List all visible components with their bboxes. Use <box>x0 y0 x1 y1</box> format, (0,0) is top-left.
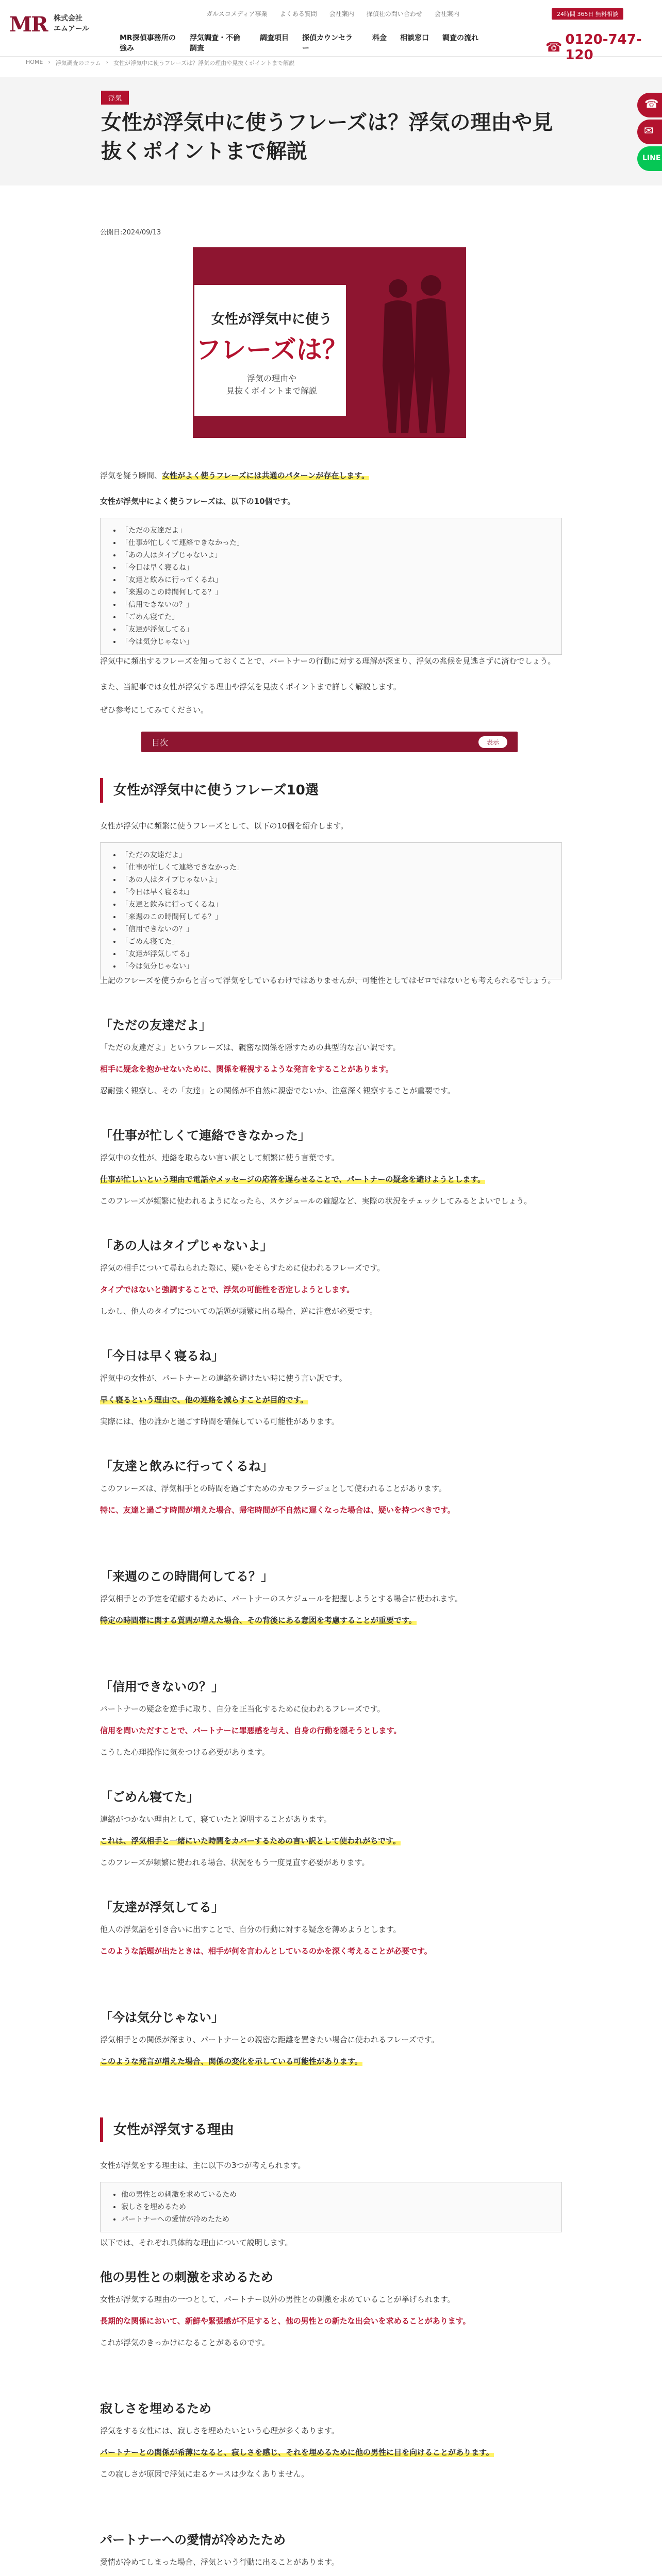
list-item: • 「信用できないの？」 <box>121 923 551 936</box>
eyecatch-line3a: 浮気の理由や <box>246 374 296 383</box>
paragraph-text: 浮気相手との関係が深まり、パートナーとの親密な距離を置きたい場合に使われるフレーズです。 <box>100 2035 439 2044</box>
paragraph-text: 浮気中の女性が、パートナーとの連絡を避けたい時に使う言い訳です。 <box>100 1374 347 1383</box>
subsection-paragraph <box>100 1503 562 1517</box>
nav-item[interactable]: 調査の流れ <box>442 34 478 42</box>
paragraph-text: 特に、友達と過ごす時間が増えた場合、帰宅時間が不自然に遅くなった場合は、疑いを持つべきです。 <box>100 1505 455 1515</box>
paragraph-text: このような話題が出たときは、相手が何を言わんとしているのかを深く考えることが必要です。 <box>100 1946 432 1956</box>
list-item: • 「今は気分じゃない」 <box>121 636 551 648</box>
nav-item[interactable]: 探偵カウンセラー <box>302 34 353 53</box>
subsection-paragraph <box>100 1834 562 1848</box>
subsection-paragraph <box>100 1856 562 1869</box>
breadcrumb <box>26 59 294 67</box>
subsection-paragraph <box>100 2424 562 2437</box>
list-item: • 「ごめん寝てた」 <box>121 936 551 948</box>
page-title: 女性が浮気中に使うフレーズは？浮気の理由や見抜くポイントまで解説 <box>101 111 553 163</box>
eyecatch-line2: フレーズは？ <box>195 335 348 365</box>
subsection-paragraph <box>100 1724 562 1737</box>
list-item: • 「来週のこの時間何してる？」 <box>121 586 551 599</box>
paragraph-text: これが浮気のきっかけになることがあるのです。 <box>100 2338 270 2347</box>
list-item: • 「ただの友達だよ」 <box>121 849 551 861</box>
breadcrumb-item[interactable]: HOME <box>26 59 43 65</box>
phone-icon: ☎ <box>545 40 562 55</box>
tel-number: 0120-747-120 <box>565 32 642 63</box>
section-intro: 女性が浮気をする理由は、主に以下の3つが考えられます。 <box>100 2161 306 2170</box>
eyecatch-line3b: 見抜くポイントまで解説 <box>226 386 317 396</box>
paragraph-text: このフレーズが頻繁に使われるようになったら、スケジュールの確認など、実際の状況をチェックしてみるとよいでしょう。 <box>100 1196 532 1206</box>
top-links <box>206 9 459 18</box>
subsection-paragraph <box>100 2336 562 2349</box>
tel-link[interactable] <box>545 32 662 63</box>
chevron-right-icon: › <box>106 59 109 65</box>
paragraph-text: このような発言が増えた場合、関係の変化を示している可能性があります。 <box>100 2057 362 2066</box>
logo-text-line1: 株式会社 <box>54 14 82 23</box>
subsection-heading: パートナーへの愛情が冷めたため <box>100 2533 286 2547</box>
subsection-paragraph <box>100 1041 562 1054</box>
paragraph-text: 特定の時間帯に関する質問が増えた場合、その背後にある意図を考慮することが重要です。 <box>100 1616 417 1625</box>
logo-mark: MR <box>9 12 47 37</box>
company-logo[interactable] <box>9 12 57 40</box>
subsection-paragraph <box>100 1393 562 1406</box>
paragraph-text: こうした心理操作に気をつける必要があります。 <box>100 1748 270 1757</box>
paragraph-text: この寂しさが原因で浮気に走るケースは少なくありません。 <box>100 2469 309 2479</box>
mail-side-button[interactable] <box>637 120 662 144</box>
nav-item[interactable]: 調査項目 <box>260 34 289 42</box>
subsection-paragraph <box>100 1944 562 1958</box>
title-area <box>0 77 662 185</box>
eyecatch-frame <box>193 283 347 417</box>
logo-text-line2: エムアール <box>54 25 90 33</box>
subsection-paragraph <box>100 1482 562 1495</box>
line-icon: LINE <box>642 154 661 162</box>
subsection-paragraph <box>100 1304 562 1318</box>
couple-silhouette-icon <box>373 268 456 433</box>
list-item: • 他の男性との刺激を求めているため <box>121 2189 551 2201</box>
paragraph-text: パートナーの疑念を逆手に取り、自分を正当化するために使われるフレーズです。 <box>100 1704 385 1714</box>
subsection-paragraph <box>100 1151 562 1164</box>
paragraph-text: しかし、他人のタイプについての話題が頻繁に出る場合、逆に注意が必要です。 <box>100 1307 377 1316</box>
subsection-paragraph <box>100 2055 562 2068</box>
paragraph-text: 信用を問いただすことで、パートナーに罪悪感を与え、自身の行動を隠そうとします。 <box>100 1726 402 1735</box>
nav-item[interactable]: MR探偵事務所の強み <box>120 34 176 53</box>
subsection-heading: 「来週のこの時間何してる？」 <box>100 1569 273 1584</box>
paragraph-text: タイプではないと強調することで、浮気の可能性を否定しようとします。 <box>100 1285 355 1294</box>
list-item: • 「友達が浮気してる」 <box>121 623 551 636</box>
intro-paragraph-4: また、当記事では女性が浮気する理由や浮気を見抜くポイントまで詳しく解説します。 <box>100 682 401 691</box>
top-link[interactable]: 会社案内 <box>329 10 354 18</box>
list-item: • 「今日は早く寝るね」 <box>121 886 551 899</box>
subsection-paragraph <box>100 1194 562 1208</box>
subsection-paragraph <box>100 1371 562 1385</box>
paragraph-text: このフレーズが頻繁に使われる場合、状況をもう一度見直す必要があります。 <box>100 1858 370 1867</box>
breadcrumb-item[interactable]: 浮気調査のコラム <box>55 60 101 66</box>
subsection-paragraph <box>100 1614 562 1627</box>
toc-label: 目次 <box>152 737 169 748</box>
subsection-paragraph <box>100 2033 562 2046</box>
subsection-paragraph <box>100 2314 562 2328</box>
phone-icon: ☎ <box>644 98 659 111</box>
list-item: • 「仕事が忙しくて連絡できなかった」 <box>121 861 551 874</box>
category-badge[interactable]: 浮気 <box>101 91 129 105</box>
subsection-paragraph <box>100 1084 562 1097</box>
subsection-heading: 「信用できないの？」 <box>100 1680 224 1694</box>
eyecatch-image <box>193 247 466 438</box>
list-item: • 「来週のこの時間何してる？」 <box>121 911 551 923</box>
phone-side-button[interactable] <box>637 93 662 117</box>
subsection-heading: 「今日は早く寝るね」 <box>100 1349 224 1363</box>
subsection-heading: 「今は気分じゃない」 <box>100 2010 224 2025</box>
list-item: • 「友達と飲みに行ってくるね」 <box>121 574 551 586</box>
subsection-paragraph <box>100 2555 562 2569</box>
paragraph-text: これは、浮気相手と一緒にいた時間をカバーするための言い訳として使われがちです。 <box>100 1836 401 1845</box>
subsection-paragraph <box>100 2446 562 2459</box>
section-heading: 女性が浮気する理由 <box>100 2117 562 2142</box>
article-body <box>100 227 562 2567</box>
subsection-paragraph <box>100 1923 562 1936</box>
subsection-heading: 他の男性との刺激を求めるため <box>100 2270 273 2284</box>
chevron-right-icon: › <box>48 59 51 65</box>
subsection-heading: 「友達と飲みに行ってくるね」 <box>100 1459 273 1473</box>
list-item: • 「あの人はタイプじゃないよ」 <box>121 549 551 562</box>
intro-paragraph-1 <box>100 469 562 482</box>
toc-toggle-button[interactable]: 表示 <box>478 736 507 748</box>
intro-text: 浮気を疑う瞬間、 <box>100 471 162 480</box>
paragraph-text: 連絡がつかない理由として、寝ていたと説明することがあります。 <box>100 1815 332 1824</box>
paragraph-text: 忍耐強く観察し、その「友達」との関係が不自然に親密でないか、注意深く観察することが重要です。 <box>100 1086 455 1095</box>
paragraph-text: 浮気をする女性には、寂しさを埋めたいという心理が多くあります。 <box>100 2426 339 2435</box>
intro-paragraph-3: 浮気中に頻出するフレーズを知っておくことで、パートナーの行動に対する理解が深まり、浮気の兆候を見逃さずに済むでしょう。 <box>100 656 556 666</box>
list-item: • 「今日は早く寝るね」 <box>121 562 551 574</box>
publish-date: 公開日:2024/09/13 <box>100 229 161 236</box>
subsection-paragraph <box>100 1261 562 1275</box>
top-link[interactable]: 探偵社の問い合わせ <box>366 10 422 18</box>
subsection-heading: 寂しさを埋めるため <box>100 2401 211 2416</box>
breadcrumb-item: 女性が浮気中に使うフレーズは？浮気の理由や見抜くポイントまで解説 <box>113 60 295 66</box>
paragraph-text: 長期的な関係において、新鮮や緊張感が不足すると、他の男性との新たな出会いを求めることがあります。 <box>100 2316 471 2326</box>
section-heading: 女性が浮気中に使うフレーズ10選 <box>100 778 562 803</box>
paragraph-text: 「ただの友達だよ」というフレーズは、親密な関係を隠すための典型的な言い訳です。 <box>100 1043 401 1052</box>
line-side-button[interactable] <box>637 146 662 171</box>
paragraph-text: 相手に疑念を抱かせないために、関係を軽視するような発言をすることがあります。 <box>100 1064 393 1074</box>
list-item: • 「ただの友達だよ」 <box>121 524 551 537</box>
list-item: • 「友達と飲みに行ってくるね」 <box>121 899 551 911</box>
paragraph-text: 早く寝るという理由で、他の連絡を減らすことが目的です。 <box>100 1395 308 1404</box>
table-of-contents[interactable] <box>141 732 518 752</box>
list-item: • 「友達が浮気してる」 <box>121 948 551 960</box>
paragraph-text: 浮気中の女性が、連絡を取らない言い訳として頻繁に使う言葉です。 <box>100 1153 339 1162</box>
top-link[interactable]: ガルスコメディア事業 <box>206 10 268 18</box>
subsection-paragraph <box>100 1702 562 1716</box>
subsection-paragraph <box>100 2467 562 2481</box>
phrase-list <box>100 518 562 655</box>
logo-text <box>54 13 89 34</box>
nav-item[interactable]: 浮気調査・不倫調査 <box>190 34 240 53</box>
intro-paragraph-2: 女性が浮気中によく使うフレーズは、以下の10個です。 <box>100 497 295 506</box>
list-item: • 「信用できないの？」 <box>121 599 551 611</box>
section-intro: 女性が浮気中に頻繁に使うフレーズとして、以下の10個を紹介します。 <box>100 821 349 831</box>
tel-badge: 24時間 365日 無料相談 <box>552 8 623 20</box>
paragraph-text: 実際には、他の誰かと過ごす時間を確保している可能性があります。 <box>100 1417 339 1426</box>
subsection-heading: 「ごめん寝てた」 <box>100 1790 199 1804</box>
subsection-heading: 「ただの友達だよ」 <box>100 1018 211 1032</box>
paragraph-text: 仕事が忙しいという理由で電話やメッセージの応答を遅らせることで、パートナーの疑念を避けようとします。 <box>100 1175 486 1184</box>
subsection-paragraph <box>100 1592 562 1605</box>
subsection-heading: 「友達が浮気してる」 <box>100 1900 224 1914</box>
paragraph-text: 浮気の相手について尋ねられた際に、疑いをそらすために使われるフレーズです。 <box>100 1263 385 1273</box>
nav-item[interactable]: 相談窓口 <box>400 34 429 42</box>
list-item: • 「仕事が忙しくて連絡できなかった」 <box>121 537 551 549</box>
intro-highlight: 女性がよく使うフレーズには共通のパターンが存在します。 <box>162 471 370 480</box>
subsection-heading: 「仕事が忙しくて連絡できなかった」 <box>100 1128 310 1143</box>
intro-paragraph-5: ぜひ参考にしてみてください。 <box>100 705 209 715</box>
top-link[interactable]: よくある質問 <box>279 10 317 18</box>
subsection-paragraph <box>100 1745 562 1759</box>
subsection-paragraph <box>100 1173 562 1186</box>
paragraph-text: 愛情が冷めてしまった場合、浮気という行動に出ることがあります。 <box>100 2557 339 2567</box>
paragraph-text: 女性が浮気する理由の一つとして、パートナー以外の男性との刺激を求めていることが挙げられます。 <box>100 2295 455 2304</box>
paragraph-text: パートナーとの関係が希薄になると、寂しさを感じ、それを埋めるために他の男性に目を向けることがあります。 <box>100 2448 494 2457</box>
nav-item[interactable]: 料金 <box>372 34 387 42</box>
list-item: • 「あの人はタイプじゃないよ」 <box>121 874 551 886</box>
eyecatch-line3 <box>194 372 349 397</box>
paragraph-text: 浮気相手との予定を確認するために、パートナーのスケジュールを把握しようとする場合に使われます。 <box>100 1594 462 1603</box>
subsection-heading: 「あの人はタイプじゃないよ」 <box>100 1239 273 1253</box>
subsection-paragraph <box>100 1812 562 1826</box>
top-link[interactable]: 会社案内 <box>434 10 459 18</box>
section-outro: 以下では、それぞれ具体的な理由について説明します。 <box>100 2238 293 2247</box>
reason-list <box>100 2182 562 2232</box>
paragraph-text: 他人の浮気話を引き合いに出すことで、自分の行動に対する疑念を薄めようとします。 <box>100 1925 401 1934</box>
list-item: • 「今は気分じゃない」 <box>121 960 551 973</box>
subsection-paragraph <box>100 1062 562 1076</box>
list-item: • 「ごめん寝てた」 <box>121 611 551 623</box>
mail-icon: ✉ <box>644 125 654 138</box>
section-outro: 上記のフレーズを使うからと言って浮気をしているわけではありませんが、可能性としてはゼロではないとも考えられるでしょう。 <box>100 976 556 985</box>
paragraph-text: このフレーズは、浮気相手との時間を過ごすためのカモフラージュとして使われることがあります。 <box>100 1484 446 1493</box>
list-item: • パートナーへの愛情が冷めたため <box>121 2213 551 2226</box>
main-nav <box>120 33 478 54</box>
list-item: • 寂しさを埋めるため <box>121 2201 551 2213</box>
subsection-paragraph <box>100 1415 562 1428</box>
eyecatch-line1: 女性が浮気中に使う <box>211 312 332 327</box>
phrase-list <box>100 842 562 979</box>
subsection-paragraph <box>100 2293 562 2306</box>
subsection-paragraph <box>100 1283 562 1296</box>
